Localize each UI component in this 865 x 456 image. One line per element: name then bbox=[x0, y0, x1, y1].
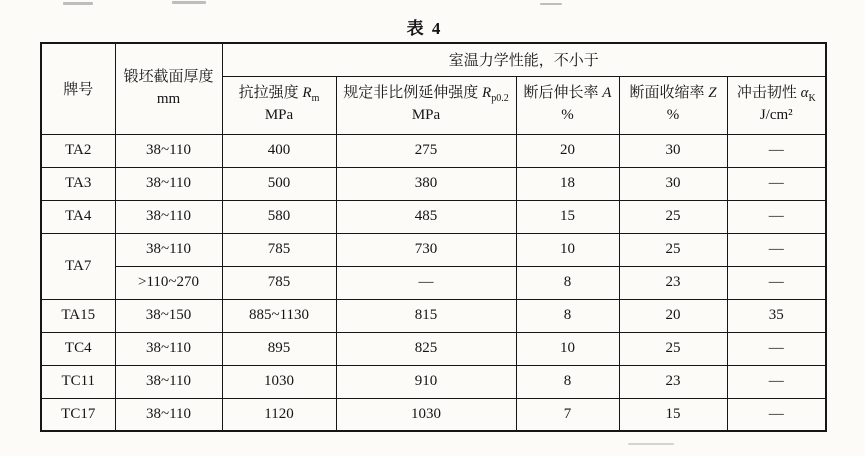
cell-proof: 275 bbox=[336, 134, 516, 167]
cell-tensile: 885~1130 bbox=[222, 299, 336, 332]
cell-grade: TC17 bbox=[41, 398, 115, 431]
cell-elongation: 15 bbox=[516, 200, 619, 233]
symbol-z: Z bbox=[708, 85, 717, 102]
col-header-proof-strength: 规定非比例延伸强度 $R_{p0.2}$ MPa bbox=[336, 76, 516, 134]
cell-impact: — bbox=[727, 266, 826, 299]
cell-tensile: 785 bbox=[222, 233, 336, 266]
cell-proof: 730 bbox=[336, 233, 516, 266]
scan-artifact bbox=[63, 2, 93, 5]
symbol-rp02: R bbox=[482, 85, 492, 102]
table-row-ta4 bbox=[41, 200, 826, 233]
col-group-header: 室温力学性能，不小于 bbox=[222, 43, 826, 76]
cell-impact: — bbox=[727, 398, 826, 431]
cell-elongation: 10 bbox=[516, 332, 619, 365]
cell-reduction: 30 bbox=[619, 134, 727, 167]
thickness-header-text: 锻坯截面厚度 bbox=[123, 69, 214, 85]
table-row-tc11 bbox=[41, 365, 826, 398]
table-row-tc4 bbox=[41, 332, 826, 365]
scan-artifact bbox=[172, 1, 206, 4]
cell-reduction: 20 bbox=[619, 299, 727, 332]
cell-reduction: 30 bbox=[619, 167, 727, 200]
cell-impact: — bbox=[727, 332, 826, 365]
cell-impact: — bbox=[727, 134, 826, 167]
cell-elongation: 8 bbox=[516, 299, 619, 332]
cell-thickness: 38~110 bbox=[115, 233, 222, 266]
cell-thickness: 38~110 bbox=[115, 365, 222, 398]
cell-proof: 485 bbox=[336, 200, 516, 233]
col-header-grade: 牌号 bbox=[41, 43, 115, 134]
symbol-rm: R bbox=[302, 85, 312, 102]
table-row-ta2 bbox=[41, 134, 826, 167]
unit-mpa: MPa bbox=[411, 107, 441, 123]
cell-reduction: 25 bbox=[619, 332, 727, 365]
cell-proof: 825 bbox=[336, 332, 516, 365]
cell-reduction: 25 bbox=[619, 233, 727, 266]
cell-impact: — bbox=[727, 365, 826, 398]
cell-reduction: 15 bbox=[619, 398, 727, 431]
thickness-header-unit: mm bbox=[156, 90, 181, 107]
table-row-ta7-2 bbox=[41, 266, 826, 299]
cell-thickness: 38~110 bbox=[115, 134, 222, 167]
cell-grade: TA15 bbox=[41, 299, 115, 332]
cell-thickness: 38~110 bbox=[115, 398, 222, 431]
cell-tensile: 785 bbox=[222, 266, 336, 299]
scan-artifact bbox=[540, 3, 562, 5]
cell-proof: 910 bbox=[336, 365, 516, 398]
cell-elongation: 8 bbox=[516, 266, 619, 299]
unit-percent: % bbox=[666, 107, 680, 123]
col-header-thickness bbox=[115, 43, 222, 134]
col-header-reduction-of-area: 断面收缩率 Z % bbox=[619, 76, 727, 134]
table-row-ta15 bbox=[41, 299, 826, 332]
cell-thickness: >110~270 bbox=[115, 266, 222, 299]
cell-proof: 815 bbox=[336, 299, 516, 332]
cell-impact: — bbox=[727, 167, 826, 200]
cell-thickness: 38~110 bbox=[115, 332, 222, 365]
mechanical-properties-table bbox=[40, 42, 827, 432]
symbol-alpha-k: α bbox=[800, 85, 809, 102]
cell-impact: — bbox=[727, 233, 826, 266]
table-row-ta7-1 bbox=[41, 233, 826, 266]
cell-tensile: 500 bbox=[222, 167, 336, 200]
cell-reduction: 23 bbox=[619, 266, 727, 299]
table-row-tc17 bbox=[41, 398, 826, 431]
cell-tensile: 400 bbox=[222, 134, 336, 167]
cell-tensile: 895 bbox=[222, 332, 336, 365]
cell-grade: TA2 bbox=[41, 134, 115, 167]
cell-impact: — bbox=[727, 200, 826, 233]
cell-thickness: 38~110 bbox=[115, 200, 222, 233]
table-caption: 表 4 bbox=[406, 19, 443, 38]
cell-tensile: 580 bbox=[222, 200, 336, 233]
cell-grade: TC11 bbox=[41, 365, 115, 398]
cell-impact: 35 bbox=[727, 299, 826, 332]
cell-elongation: 18 bbox=[516, 167, 619, 200]
cell-proof: 380 bbox=[336, 167, 516, 200]
unit-j-cm2: J/cm² bbox=[759, 107, 793, 123]
cell-tensile: 1030 bbox=[222, 365, 336, 398]
cell-proof: 1030 bbox=[336, 398, 516, 431]
cell-reduction: 25 bbox=[619, 200, 727, 233]
cell-reduction: 23 bbox=[619, 365, 727, 398]
col-header-tensile-strength: 抗拉强度 $R_m$ MPa bbox=[222, 76, 336, 134]
cell-elongation: 20 bbox=[516, 134, 619, 167]
col-header-impact-toughness: 冲击韧性 $\alpha_K$ J/cm² bbox=[727, 76, 826, 134]
symbol-a: A bbox=[602, 85, 612, 102]
table-row-ta3 bbox=[41, 167, 826, 200]
unit-mpa: MPa bbox=[264, 107, 294, 123]
cell-elongation: 8 bbox=[516, 365, 619, 398]
col-header-elongation: 断后伸长率 A % bbox=[516, 76, 619, 134]
cell-grade: TA3 bbox=[41, 167, 115, 200]
cell-thickness: 38~110 bbox=[115, 167, 222, 200]
cell-proof: — bbox=[336, 266, 516, 299]
cell-grade: TA4 bbox=[41, 200, 115, 233]
unit-percent: % bbox=[561, 107, 574, 123]
cell-elongation: 7 bbox=[516, 398, 619, 431]
cell-elongation: 10 bbox=[516, 233, 619, 266]
cell-grade: TA7 bbox=[41, 233, 115, 299]
scan-artifact bbox=[628, 443, 674, 445]
cell-tensile: 1120 bbox=[222, 398, 336, 431]
cell-grade: TC4 bbox=[41, 332, 115, 365]
cell-thickness: 38~150 bbox=[115, 299, 222, 332]
